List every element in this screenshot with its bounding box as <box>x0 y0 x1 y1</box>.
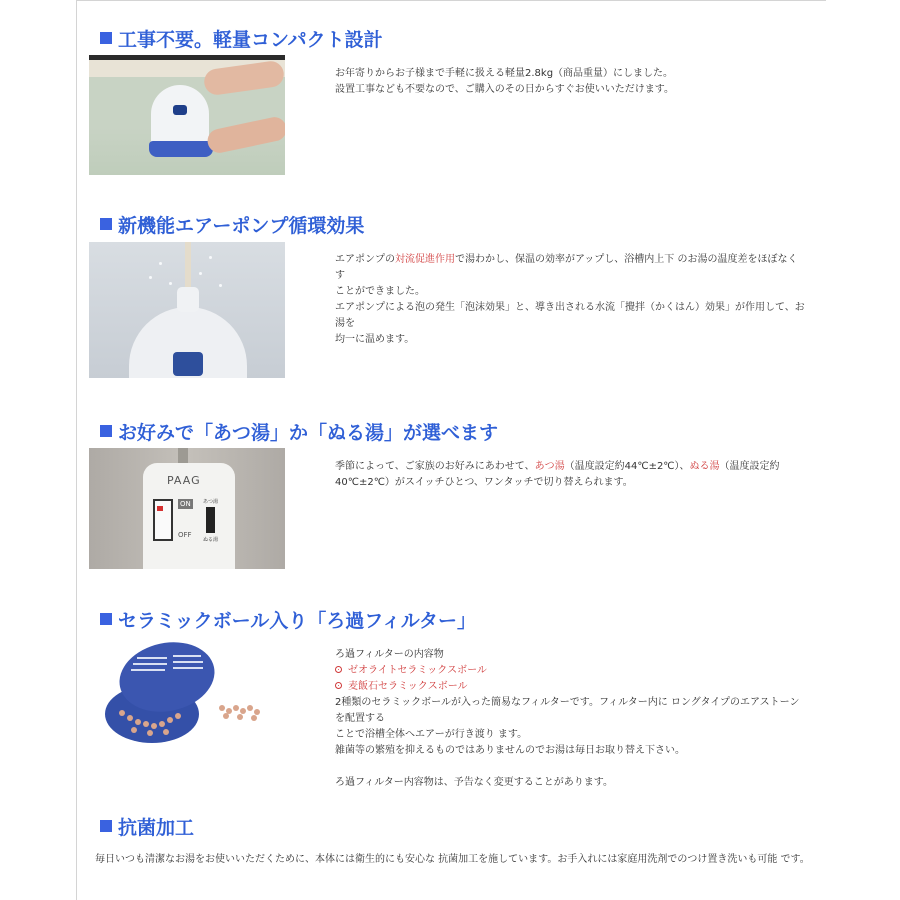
photo-power-switch <box>153 499 173 541</box>
page-left-border <box>76 0 77 900</box>
heading-text: 工事不要。軽量コンパクト設計 <box>118 29 383 51</box>
ceramic-ball <box>219 705 225 711</box>
heading-text: セラミックボール入り「ろ過フィルター」 <box>118 610 476 632</box>
ceramic-ball <box>127 715 133 721</box>
text-line: ことができました。 <box>335 286 425 297</box>
ceramic-ball <box>251 715 257 721</box>
filter-item <box>335 663 805 679</box>
ceramic-ball <box>151 723 157 729</box>
bubble <box>149 276 152 279</box>
photo-warm-label: ぬる湯 <box>203 537 219 543</box>
ceramic-ball <box>175 713 181 719</box>
filter-item-label: ゼオライトセラミックスボール <box>348 665 487 676</box>
filter-note: ろ過フィルター内容物は、予告なく変更することがあります。 <box>335 777 613 788</box>
heading-text: 新機能エアーポンプ循環効果 <box>118 215 365 237</box>
section-1-text <box>335 66 674 98</box>
text-span: 季節によって、ご家族のお好みにあわせて、 <box>335 461 535 472</box>
section-3-text <box>335 459 805 491</box>
text-line: 40℃±2℃）がスイッチひとつ、ワンタッチで切り替えられます。 <box>335 477 633 488</box>
bath-pump-photo <box>89 55 285 175</box>
double-circle-icon <box>335 682 342 689</box>
section-heading-air-pump <box>100 211 364 238</box>
heading-text: お好みで「あつ湯」か「ぬる湯」が選べます <box>118 422 499 444</box>
text-line <box>335 459 805 475</box>
text-span: エアポンプの <box>335 254 395 265</box>
section-2-text <box>335 252 805 348</box>
square-bullet-icon <box>100 32 112 44</box>
bubble <box>219 284 222 287</box>
text-line: 設置工事なども不要なので、ご購入のその日からすぐお使いいただけます。 <box>335 84 674 95</box>
ceramic-ball <box>247 705 253 711</box>
ceramic-ball <box>167 717 173 723</box>
highlight-convection: 対流促進作用 <box>395 254 455 265</box>
section-4-text <box>335 647 805 791</box>
photo-pump-neck <box>177 287 199 312</box>
page-top-border <box>76 0 826 1</box>
bubble <box>159 262 162 265</box>
lid-slot <box>173 661 203 663</box>
heading-text: 抗菌加工 <box>118 817 195 839</box>
text-line: 均一に温めます。 <box>335 334 415 345</box>
filter-item <box>335 679 805 695</box>
ceramic-ball <box>143 721 149 727</box>
lid-slot <box>131 669 165 671</box>
ceramic-ball <box>237 714 243 720</box>
highlight-warm-water: ぬる湯 <box>689 461 720 472</box>
lid-slot <box>173 655 201 657</box>
highlight-hot-water: あつ湯 <box>534 461 565 472</box>
section-heading-filter <box>100 606 476 633</box>
ceramic-ball <box>254 709 260 715</box>
section-heading-antibacterial <box>100 813 194 840</box>
photo-led <box>157 506 163 511</box>
bubble <box>169 282 172 285</box>
square-bullet-icon <box>100 613 112 625</box>
filter-contents-title: ろ過フィルターの内容物 <box>335 649 444 660</box>
ceramic-ball <box>159 721 165 727</box>
air-pump-bubbles-photo <box>89 242 285 378</box>
filter-item-label: 麦飯石セラミックスボール <box>348 681 468 692</box>
switch-panel-photo <box>89 448 285 569</box>
text-line: お年寄りからお子様まで手軽に扱える軽量2.8kg（商品重量）にしました。 <box>335 68 674 79</box>
bubble <box>199 272 202 275</box>
text-line <box>335 252 805 284</box>
text-span: （温度設定約44℃±2℃）、 <box>564 461 690 472</box>
section-5-text <box>95 852 855 868</box>
text-line: 雑菌等の繁殖を抑えるものではありませんのでお湯は毎日お取り替え下さい。 <box>335 745 685 756</box>
photo-pump-logo <box>173 352 203 376</box>
text-line: 2種類のセラミックボールが入った簡易なフィルターです。フィルター内に ロングタイプのエアストーンを配置する <box>335 697 800 724</box>
square-bullet-icon <box>100 820 112 832</box>
photo-temp-switch <box>206 507 215 533</box>
spacer <box>335 759 805 775</box>
photo-brand-label: PAAG <box>167 474 201 487</box>
text-line: 毎日いつも清潔なお湯をお使いいただくために、本体には衛生的にも安心な 抗菌加工を施しています。お手入れには家庭用洗剤でのつけ置き洗いも可能 です。 <box>95 854 810 865</box>
ceramic-ball <box>240 708 246 714</box>
photo-tube <box>185 242 191 292</box>
lid-slot <box>137 657 167 659</box>
text-line: エアポンプによる泡の発生「泡沫効果」と、導き出される水流「攪拌（かくはん）効果」が作用して、お湯を <box>335 302 805 329</box>
ceramic-ball <box>233 705 239 711</box>
double-circle-icon <box>335 666 342 673</box>
ceramic-ball <box>223 713 229 719</box>
text-span: で湯わかし、保温の効率がアップし、浴槽内上下 のお湯の温度差をほぼなくす <box>335 254 798 281</box>
bubble <box>209 256 212 259</box>
lid-slot <box>133 663 167 665</box>
ceramic-ball <box>131 727 137 733</box>
photo-hot-label: あつ湯 <box>203 499 219 505</box>
photo-pump-base <box>149 141 213 157</box>
ceramic-ball <box>163 729 169 735</box>
photo-off-label: OFF <box>178 531 192 539</box>
photo-arm-shape <box>203 60 285 97</box>
ceramic-ball <box>119 710 125 716</box>
ceramic-ball <box>135 719 141 725</box>
photo-pump-badge <box>173 105 187 115</box>
section-heading-lightweight <box>100 25 383 52</box>
square-bullet-icon <box>100 218 112 230</box>
section-heading-temperature <box>100 418 498 445</box>
ceramic-ball-filter-photo <box>89 635 305 760</box>
text-span: （温度設定約 <box>719 461 780 472</box>
lid-slot <box>173 667 203 669</box>
photo-on-label: ON <box>180 500 191 508</box>
photo-hand-shape <box>205 115 285 155</box>
ceramic-ball <box>147 730 153 736</box>
square-bullet-icon <box>100 425 112 437</box>
text-line: ことで浴槽全体へエアーが行き渡り ます。 <box>335 729 528 740</box>
